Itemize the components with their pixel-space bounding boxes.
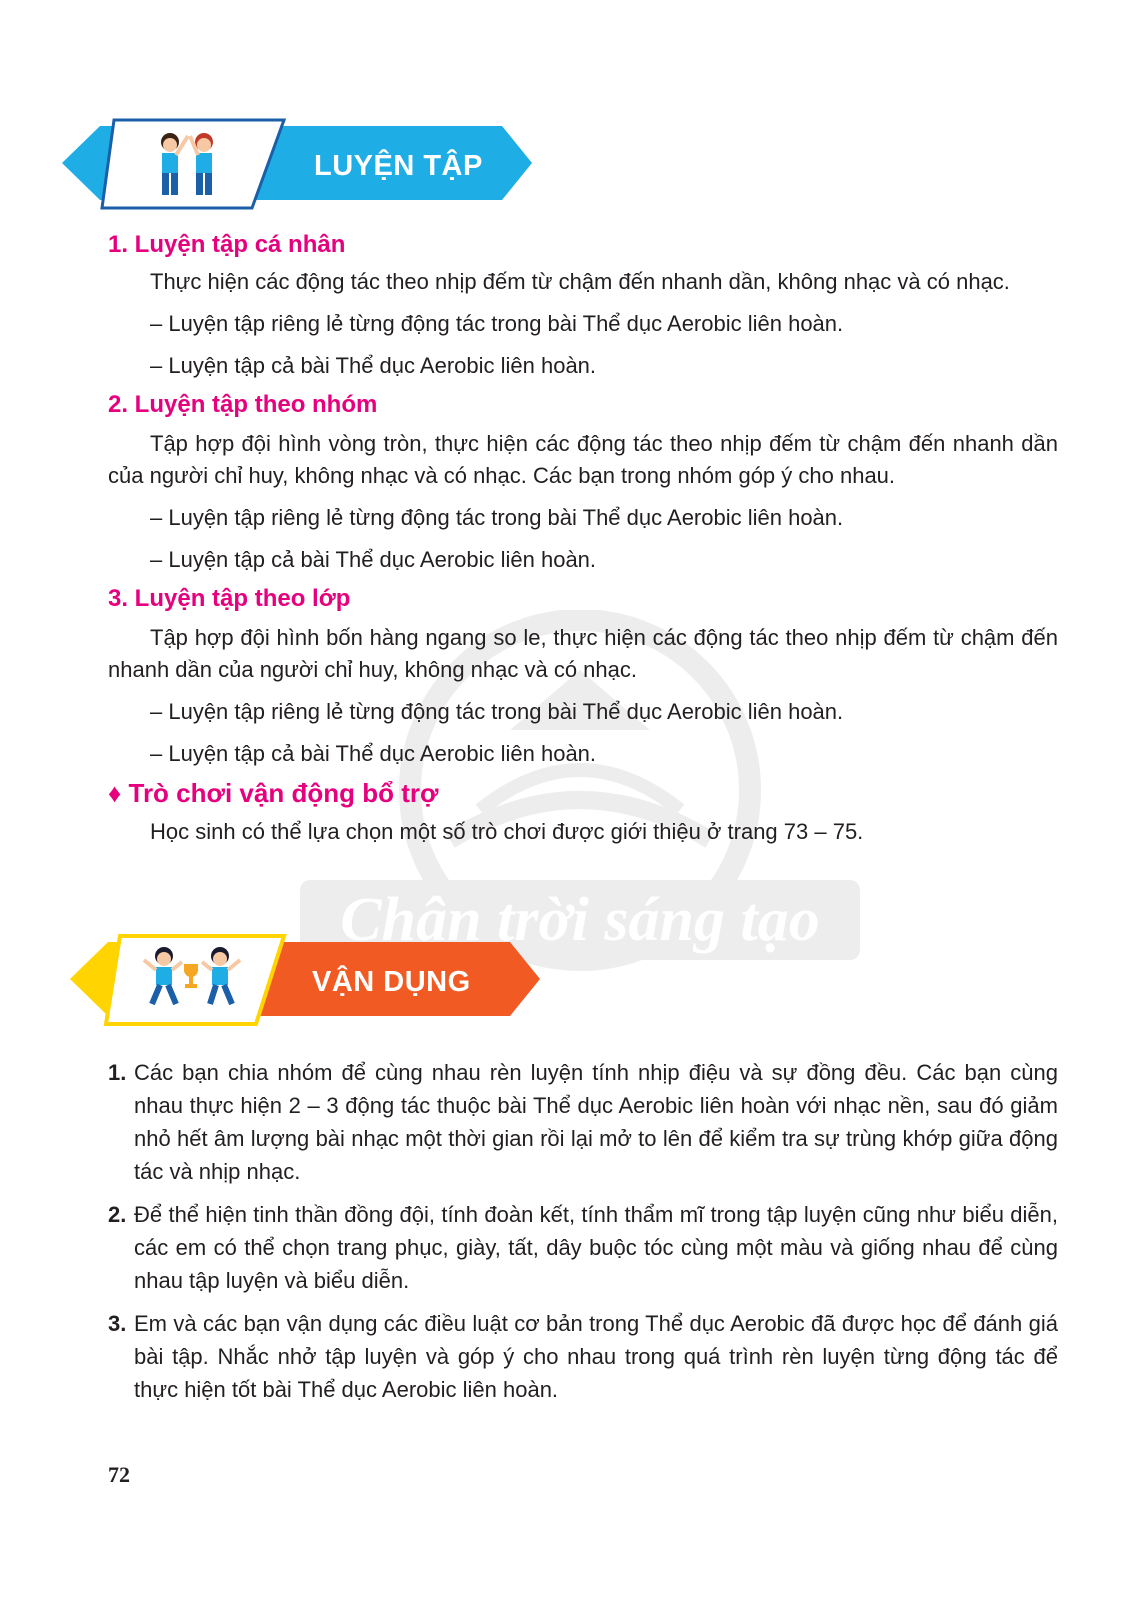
bullet-item: – Luyện tập cả bài Thể dục Aerobic liên hoàn. — [150, 741, 597, 766]
paragraph: Thực hiện các động tác theo nhịp đếm từ chậm đến nhanh dần, không nhạc và có nhạc. — [150, 269, 1010, 294]
list-item-number: 3. — [108, 1311, 127, 1336]
banner-van-dung-title: VẬN DỤNG — [312, 966, 471, 998]
list-item-text: Các bạn chia nhóm để cùng nhau rèn luyện tính nhịp điệu và sự đồng đều. Các bạn cùng nhau thực hiện 2 – 3 động tác thuộc bài Thể dục Aerobic liên hoàn với nhạc nền, sau đó giảm nhỏ hết âm lượng bài nhạc một thời gian rồi lại mở to lên để kiểm tra sự trùng khớp giữa động tác và nhịp nhạc. — [134, 1060, 1058, 1184]
banner-van-dung — [62, 934, 562, 1034]
list-item-number: 1. — [108, 1060, 127, 1085]
bullet-item: – Luyện tập riêng lẻ từng động tác trong bài Thể dục Aerobic liên hoàn. — [150, 505, 844, 530]
banner-luyen-tap — [62, 118, 562, 218]
list-item — [108, 1056, 1058, 1188]
banner-luyen-tap-title: LUYỆN TẬP — [314, 150, 483, 182]
watermark-text: Chân trời sáng tạo — [340, 886, 820, 954]
list-item-text: Em và các bạn vận dụng các điều luật cơ bản trong Thể dục Aerobic đã được học để đánh giá bài tập. Nhắc nhở tập luyện và góp ý cho nhau trong quá trình rèn luyện từng động tác để thực hiện tốt bài Thể dục Aerobic liên hoàn. — [134, 1311, 1058, 1402]
list-item-number: 2. — [108, 1202, 127, 1227]
luyen-tap-content — [108, 228, 1058, 848]
banner-luyen-tap-shape — [62, 118, 562, 218]
bullet-item: – Luyện tập riêng lẻ từng động tác trong bài Thể dục Aerobic liên hoàn. — [150, 699, 844, 724]
list-item — [108, 1198, 1058, 1297]
heading-luyen-tap-theo-nhom: 2. Luyện tập theo nhóm — [108, 391, 378, 418]
page-number: 72 — [108, 1462, 130, 1487]
bullet-item: – Luyện tập cả bài Thể dục Aerobic liên hoàn. — [150, 353, 597, 378]
list-item-text: Để thể hiện tinh thần đồng đội, tính đoàn kết, tính thẩm mĩ trong tập luyện cũng như biểu diễn, các em có thể chọn trang phục, giày, tất, dây buộc tóc cùng một màu và giống nhau để cùng nhau tập luyện và biểu diễn. — [134, 1202, 1058, 1293]
heading-tro-choi: ♦ Trò chơi vận động bổ trợ — [108, 778, 439, 808]
paragraph: Học sinh có thể lựa chọn một số trò chơi được giới thiệu ở trang 73 – 75. — [150, 819, 864, 844]
heading-luyen-tap-ca-nhan: 1. Luyện tập cá nhân — [108, 231, 346, 258]
paragraph: Tập hợp đội hình vòng tròn, thực hiện các động tác theo nhịp đếm từ chậm đến nhanh dần của người chỉ huy, không nhạc và có nhạc. Các bạn trong nhóm góp ý cho nhau. — [108, 431, 1058, 488]
heading-luyen-tap-theo-lop: 3. Luyện tập theo lớp — [108, 585, 351, 612]
bullet-item: – Luyện tập riêng lẻ từng động tác trong bài Thể dục Aerobic liên hoàn. — [150, 311, 844, 336]
bullet-item: – Luyện tập cả bài Thể dục Aerobic liên hoàn. — [150, 547, 597, 572]
list-item — [108, 1307, 1058, 1406]
van-dung-list — [108, 1056, 1058, 1416]
paragraph: Tập hợp đội hình bốn hàng ngang so le, thực hiện các động tác theo nhịp đếm từ chậm đến nhanh dần của người chỉ huy, không nhạc và có nhạc. — [108, 625, 1058, 682]
